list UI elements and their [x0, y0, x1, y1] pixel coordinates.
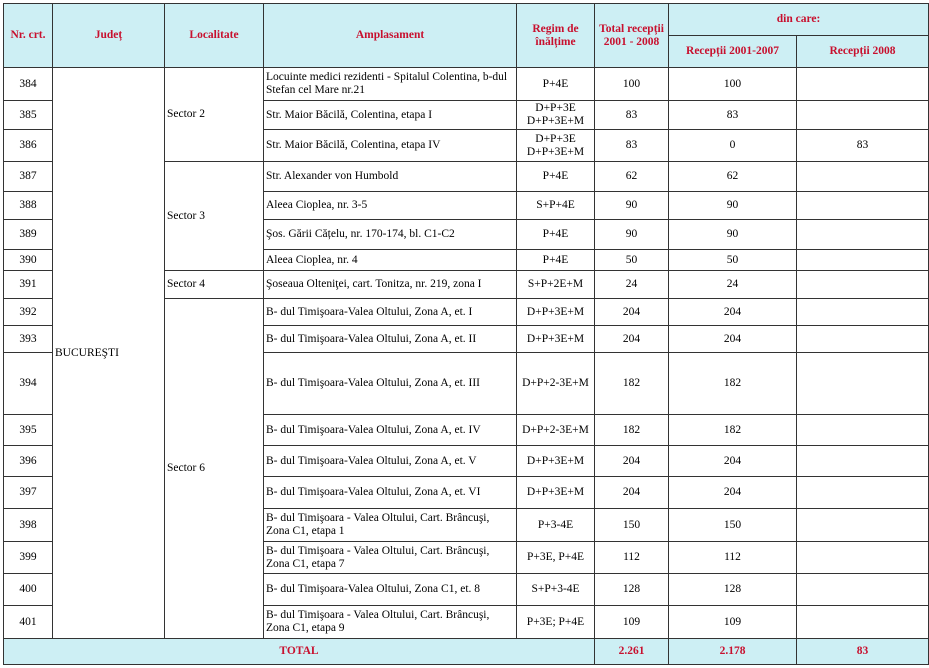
cell-nr: 400: [4, 574, 53, 606]
cell-receptii-2008: [797, 606, 929, 639]
cell-amplasament: B- dul Timişoara-Valea Oltului, Zona A, et. V: [264, 446, 517, 477]
cell-receptii-2008: [797, 415, 929, 446]
cell-receptii-2001-2007: 204: [669, 446, 797, 477]
cell-total: 204: [595, 326, 669, 353]
cell-regim: S+P+3-4E: [517, 574, 595, 606]
cell-receptii-2001-2007: 128: [669, 574, 797, 606]
total-label: TOTAL: [4, 639, 595, 665]
cell-amplasament: Aleea Ciopleа, nr. 3-5: [264, 192, 517, 220]
header-localitate: Localitate: [165, 4, 264, 68]
total-row: [4, 639, 929, 665]
cell-regim: D+P+3E+M: [517, 326, 595, 353]
cell-receptii-2008: [797, 192, 929, 220]
cell-regim: P+4E: [517, 220, 595, 250]
cell-total: 50: [595, 250, 669, 271]
cell-regim: P+4E: [517, 250, 595, 271]
cell-total: 90: [595, 192, 669, 220]
cell-receptii-2008: [797, 299, 929, 326]
cell-nr: 389: [4, 220, 53, 250]
header-total: Total recepții 2001 - 2008: [595, 4, 669, 68]
cell-localitate-sector-6: Sector 6: [165, 299, 264, 639]
cell-receptii-2008: [797, 542, 929, 574]
cell-amplasament: B- dul Timişoara-Valea Oltului, Zona A, et. VI: [264, 477, 517, 509]
total-value: 2.261: [595, 639, 669, 665]
cell-regim: D+P+3E+M: [517, 446, 595, 477]
cell-amplasament: B- dul Timişoara - Valea Oltului, Cart. Brâncuşi, Zona C1, etapa 7: [264, 542, 517, 574]
cell-receptii-2001-2007: 100: [669, 68, 797, 101]
cell-regim: P+4E: [517, 68, 595, 101]
cell-nr: 394: [4, 353, 53, 415]
cell-receptii-2001-2007: 204: [669, 477, 797, 509]
cell-amplasament: B- dul Timişoara - Valea Oltului, Cart. Brâncuşi, Zona C1, etapa 9: [264, 606, 517, 639]
cell-receptii-2008: [797, 477, 929, 509]
cell-amplasament: B- dul Timişoara-Valea Oltului, Zona A, et. I: [264, 299, 517, 326]
cell-receptii-2001-2007: 83: [669, 101, 797, 130]
cell-receptii-2008: [797, 68, 929, 101]
cell-regim: S+P+2E+M: [517, 271, 595, 299]
cell-total: 83: [595, 101, 669, 130]
cell-total: 182: [595, 415, 669, 446]
cell-nr: 390: [4, 250, 53, 271]
cell-nr: 391: [4, 271, 53, 299]
cell-amplasament: B- dul Timişoara-Valea Oltului, Zona A, et. IV: [264, 415, 517, 446]
cell-nr: 398: [4, 509, 53, 542]
cell-total: 109: [595, 606, 669, 639]
cell-receptii-2008: 83: [797, 130, 929, 162]
cell-receptii-2008: [797, 271, 929, 299]
cell-nr: 392: [4, 299, 53, 326]
cell-nr: 385: [4, 101, 53, 130]
cell-receptii-2001-2007: 182: [669, 353, 797, 415]
cell-receptii-2008: [797, 574, 929, 606]
cell-receptii-2008: [797, 220, 929, 250]
cell-nr: 388: [4, 192, 53, 220]
cell-nr: 401: [4, 606, 53, 639]
header-regim: Regim de înălțime: [517, 4, 595, 68]
cell-total: 83: [595, 130, 669, 162]
cell-amplasament: B- dul Timişoara - Valea Oltului, Cart. Brâncuşi, Zona C1, etapa 1: [264, 509, 517, 542]
header-amplasament: Amplasament: [264, 4, 517, 68]
cell-receptii-2008: [797, 250, 929, 271]
cell-receptii-2001-2007: 0: [669, 130, 797, 162]
total-receptii-2001-2007: 2.178: [669, 639, 797, 665]
cell-regim: D+P+3E+M: [517, 299, 595, 326]
cell-receptii-2008: [797, 162, 929, 192]
cell-receptii-2001-2007: 204: [669, 326, 797, 353]
cell-localitate-sector-3: Sector 3: [165, 162, 264, 271]
cell-receptii-2001-2007: 50: [669, 250, 797, 271]
cell-amplasament: Şos. Gării Cățelu, nr. 170-174, bl. C1-C2: [264, 220, 517, 250]
cell-receptii-2001-2007: 62: [669, 162, 797, 192]
cell-amplasament: B- dul Timişoara-Valea Oltului, Zona A, et. II: [264, 326, 517, 353]
cell-nr: 397: [4, 477, 53, 509]
cell-total: 204: [595, 477, 669, 509]
cell-regim: S+P+4E: [517, 192, 595, 220]
cell-receptii-2008: [797, 101, 929, 130]
cell-regim: D+P+3E D+P+3E+M: [517, 130, 595, 162]
cell-receptii-2001-2007: 109: [669, 606, 797, 639]
cell-total: 204: [595, 446, 669, 477]
cell-total: 62: [595, 162, 669, 192]
cell-total: 182: [595, 353, 669, 415]
header-receptii-2001-2007: Recepții 2001-2007: [669, 36, 797, 68]
cell-receptii-2008: [797, 509, 929, 542]
cell-regim: D+P+3E+M: [517, 477, 595, 509]
cell-receptii-2001-2007: 90: [669, 192, 797, 220]
cell-regim: P+3-4E: [517, 509, 595, 542]
cell-nr: 393: [4, 326, 53, 353]
cell-total: 112: [595, 542, 669, 574]
cell-total: 100: [595, 68, 669, 101]
cell-localitate-sector-2: Sector 2: [165, 68, 264, 162]
receptions-table: [3, 3, 929, 665]
cell-regim: P+3E; P+4E: [517, 606, 595, 639]
cell-receptii-2001-2007: 150: [669, 509, 797, 542]
cell-nr: 384: [4, 68, 53, 101]
cell-amplasament: B- dul Timişoara-Valea Oltului, Zona A, et. III: [264, 353, 517, 415]
cell-nr: 396: [4, 446, 53, 477]
cell-amplasament: Str. Maior Băcilă, Colentina, etapa I: [264, 101, 517, 130]
cell-nr: 395: [4, 415, 53, 446]
cell-amplasament: Str. Maior Băcilă, Colentina, etapa IV: [264, 130, 517, 162]
cell-receptii-2008: [797, 326, 929, 353]
cell-regim: D+P+3E D+P+3E+M: [517, 101, 595, 130]
cell-regim: D+P+2-3E+M: [517, 353, 595, 415]
cell-receptii-2001-2007: 112: [669, 542, 797, 574]
cell-total: 24: [595, 271, 669, 299]
cell-receptii-2001-2007: 90: [669, 220, 797, 250]
cell-regim: D+P+2-3E+M: [517, 415, 595, 446]
cell-localitate-sector-4: Sector 4: [165, 271, 264, 299]
total-receptii-2008: 83: [797, 639, 929, 665]
cell-total: 90: [595, 220, 669, 250]
cell-amplasament: Şoseaua Olteniţei, cart. Tonitza, nr. 219, zona I: [264, 271, 517, 299]
cell-amplasament: Aleea Ciopleа, nr. 4: [264, 250, 517, 271]
header-nr: Nr. crt.: [4, 4, 53, 68]
header-judet: Județ: [53, 4, 165, 68]
cell-nr: 399: [4, 542, 53, 574]
cell-nr: 386: [4, 130, 53, 162]
cell-amplasament: Str. Alexander von Humbold: [264, 162, 517, 192]
cell-receptii-2001-2007: 24: [669, 271, 797, 299]
cell-amplasament: B- dul Timişoara-Valea Oltului, Zona C1, et. 8: [264, 574, 517, 606]
header-receptii-2008: Recepții 2008: [797, 36, 929, 68]
cell-nr: 387: [4, 162, 53, 192]
cell-amplasament: Locuinte medici rezidenti - Spitalul Colentina, b-dul Stefan cel Mare nr.21: [264, 68, 517, 101]
cell-receptii-2008: [797, 446, 929, 477]
header-din-care: din care:: [669, 4, 929, 36]
cell-regim: P+3E, P+4E: [517, 542, 595, 574]
cell-receptii-2001-2007: 182: [669, 415, 797, 446]
table-row: [4, 68, 929, 101]
cell-total: 128: [595, 574, 669, 606]
cell-receptii-2008: [797, 353, 929, 415]
cell-total: 150: [595, 509, 669, 542]
cell-judet: BUCUREŞTI: [53, 68, 165, 639]
cell-total: 204: [595, 299, 669, 326]
cell-regim: P+4E: [517, 162, 595, 192]
cell-receptii-2001-2007: 204: [669, 299, 797, 326]
